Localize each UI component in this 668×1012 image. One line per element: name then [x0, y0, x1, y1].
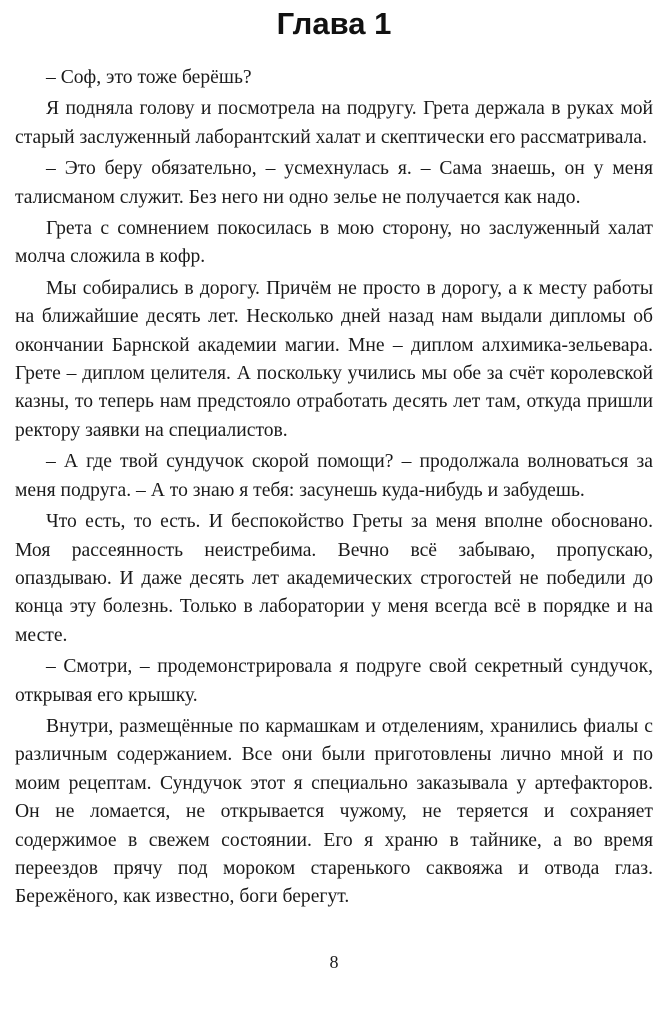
body-text [15, 64, 653, 915]
paragraph: – Соф, это тоже берёшь? [46, 67, 252, 88]
paragraph: – Это беру обязательно, – усмехнулась я. – Сама знаешь, он у меня талисманом служит. Без него ни одно зелье не получается как надо. [15, 158, 653, 208]
chapter-title: Глава 1 [276, 6, 392, 41]
paragraph: Я подняла голову и посмотрела на подругу. Грета держала в руках мой старый заслуженный лаборантский халат и скептически его рассматривала. [15, 98, 653, 148]
paragraph: Что есть, то есть. И беспокойство Греты за меня вполне обосновано. Моя рассеянность неистребима. Вечно всё забываю, пропускаю, опаздываю. И даже десять лет академических строгостей не победили до конца эту болезнь. Только в лаборатории у меня всегда всё в порядке и на месте. [15, 511, 653, 646]
page-number: 8 [329, 952, 339, 972]
paragraph: Внутри, размещённые по кармашкам и отделениям, хранились фиалы с различным содержанием. Все они были приготовлены лично мной и по моим рецептам. Сундучок этот я специально заказывала у артефакторов. Он не ломается, не открывается чужому, не теряется и сохраняет содержимое в свежем состоянии. Его я храню в тайнике, а во время переездов прячу под мороком старенького саквояжа и отвода глаз. Бережёного, как известно, боги берегут. [15, 715, 653, 908]
paragraph: Мы собирались в дорогу. Причём не просто в дорогу, а к месту работы на ближайшие десять лет. Несколько дней назад нам выдали дипломы об окончании Барнской академии магии. Мне – диплом алхимика-зельевара. Грете – диплом целителя. А поскольку учились мы обе за счёт королевской казны, то теперь нам предстояло отработать десять лет там, откуда пришли ректору заявки на специалистов. [15, 277, 653, 441]
paragraph: Грета с сомнением покосилась в мою сторону, но заслуженный халат молча сложила в кофр. [15, 218, 653, 268]
paragraph: – А где твой сундучок скорой помощи? – продолжала волноваться за меня подруга. – А то знаю я тебя: засунешь куда-нибудь и забудешь. [15, 451, 653, 501]
paragraph: – Смотри, – продемонстрировала я подруге свой секретный сундучок, открывая его крышку. [15, 656, 653, 706]
